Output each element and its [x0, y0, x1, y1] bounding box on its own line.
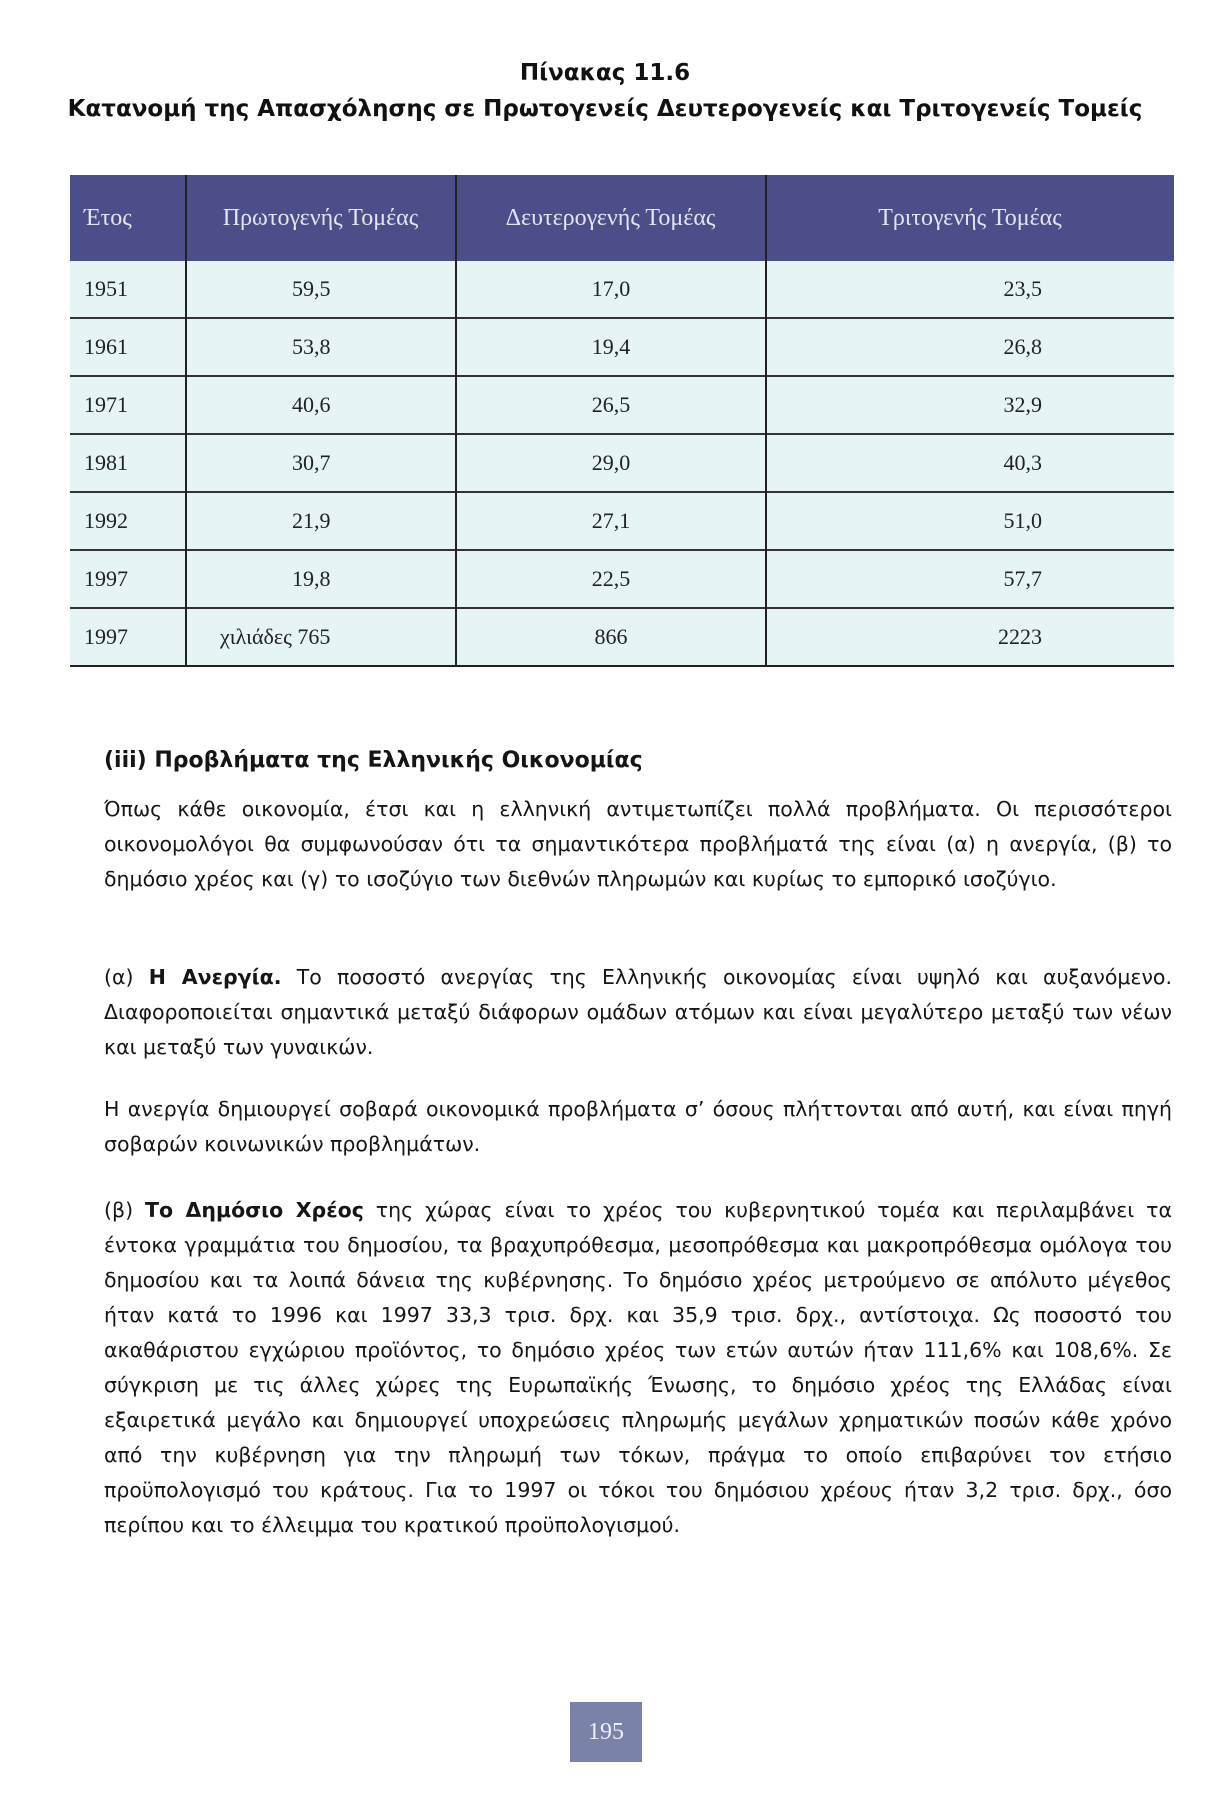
table-row [70, 550, 1174, 608]
header-year: Έτος [70, 175, 186, 261]
page-number: 195 [570, 1702, 642, 1762]
cell-year: 1992 [70, 492, 186, 550]
unemployment-paragraph [104, 960, 1172, 1065]
cell-secondary: 17,0 [456, 261, 766, 318]
cell-tertiary: 57,7 [766, 550, 1174, 608]
cell-primary: 40,6 [186, 376, 456, 434]
cell-year: 1997 [70, 550, 186, 608]
table-row [70, 608, 1174, 666]
public-debt-term: Το Δημόσιο Χρέος [144, 1198, 364, 1222]
intro-paragraph: Όπως κάθε οικονομία, έτσι και η ελληνική αντιμετωπίζει πολλά προβλήματα. Οι περισσότεροι οικονομολόγοι θα συμφωνούσαν ότι τα σημαντικότερα προβλήματά της είναι (α) η ανεργία, (β) το δημόσιο χρέος και (γ) το ισοζύγιο των διεθνών πληρωμών και κυρίως το εμπορικό ισοζύγιο. [104, 797, 1172, 891]
cell-secondary: 26,5 [456, 376, 766, 434]
table-row [70, 261, 1174, 318]
public-debt-paragraph [104, 1193, 1172, 1543]
table-row [70, 318, 1174, 376]
employment-table [70, 175, 1174, 667]
table-row [70, 376, 1174, 434]
cell-primary: 19,8 [186, 550, 456, 608]
cell-year: 1981 [70, 434, 186, 492]
header-secondary: Δευτερογενής Τομέας [456, 175, 766, 261]
paragraph-text: Το ποσοστό ανεργίας της Ελληνικής οικονομίας είναι υψηλό και αυξανόμενο. Διαφοροποιείται σημαντικά μεταξύ διάφορων ομάδων ατόμων και είναι μεγαλύτερο μεταξύ των νέων και μεταξύ των γυναικών. [104, 965, 1172, 1059]
header-primary: Πρωτογενής Τομέας [186, 175, 456, 261]
cell-primary: 21,9 [186, 492, 456, 550]
cell-primary: χιλιάδες 765 [186, 608, 456, 666]
paragraph-prefix: (β) [104, 1198, 145, 1222]
cell-tertiary: 26,8 [766, 318, 1174, 376]
cell-tertiary: 32,9 [766, 376, 1174, 434]
table-row [70, 492, 1174, 550]
cell-primary: 59,5 [186, 261, 456, 318]
cell-secondary: 22,5 [456, 550, 766, 608]
table-header-row [70, 175, 1174, 261]
cell-secondary: 29,0 [456, 434, 766, 492]
unemployment-term: Η Ανεργία. [148, 965, 282, 989]
cell-tertiary: 51,0 [766, 492, 1174, 550]
cell-tertiary: 2223 [766, 608, 1174, 666]
header-tertiary: Τριτογενής Τομέας [766, 175, 1174, 261]
table-row [70, 434, 1174, 492]
cell-year: 1997 [70, 608, 186, 666]
cell-year: 1951 [70, 261, 186, 318]
cell-year: 1961 [70, 318, 186, 376]
cell-year: 1971 [70, 376, 186, 434]
paragraph-prefix: (α) [104, 965, 149, 989]
table-number: Πίνακας 11.6 [519, 60, 691, 86]
cell-secondary: 27,1 [456, 492, 766, 550]
cell-primary: 53,8 [186, 318, 456, 376]
cell-primary: 30,7 [186, 434, 456, 492]
table-title: Κατανομή της Απασχόλησης σε Πρωτογενείς Δευτερογενείς και Τριτογενείς Τομείς [67, 96, 1143, 122]
unemployment-effects-paragraph: Η ανεργία δημιουργεί σοβαρά οικονομικά προβλήματα σ’ όσους πλήττονται από αυτή, και είναι πηγή σοβαρών κοινωνικών προβλημάτων. [104, 1097, 1172, 1156]
section-heading: (iii) Προβλήματα της Ελληνικής Οικονομίας [104, 748, 643, 773]
paragraph-text: της χώρας είναι το χρέος του κυβερνητικού τομέα και περιλαμβάνει τα έντοκα γραμμάτια του δημοσίου, τα βραχυπρόθεσμα, μεσοπρόθεσμα και μακροπρόθεσμα ομόλογα του δημοσίου και τα λοιπά δάνεια της κυβέρνησης. Το δημόσιο χρέος μετρούμενο σε απόλυτο μέγεθος ήταν κατά το 1996 και 1997 33,3 τρισ. δρχ. και 35,9 τρισ. δρχ., αντίστοιχα. Ως ποσοστό του ακαθάριστου εγχώριου προϊόντος, το δημόσιο χρέος των ετών αυτών ήταν 111,6% και 108,6%. Σε σύγκριση με τις άλλες χώρες της Ευρωπαϊκής Ένωσης, το δημόσιο χρέος της Ελλάδας είναι εξαιρετικά μεγάλο και δημιουργεί υποχρεώσεις πληρωμής μεγάλων χρηματικών ποσών κάθε χρόνο από την κυβέρνηση για την πληρωμή των τόκων, πράγμα το οποίο επιβαρύνει τον ετήσιο προϋπολογισμό του κράτους. Για το 1997 οι τόκοι του δημόσιου χρέους ήταν 3,2 τρισ. δρχ., όσο περίπου και το έλλειμμα του κρατικού προϋπολογισμού. [104, 1198, 1172, 1537]
cell-secondary: 19,4 [456, 318, 766, 376]
cell-secondary: 866 [456, 608, 766, 666]
cell-tertiary: 40,3 [766, 434, 1174, 492]
cell-tertiary: 23,5 [766, 261, 1174, 318]
